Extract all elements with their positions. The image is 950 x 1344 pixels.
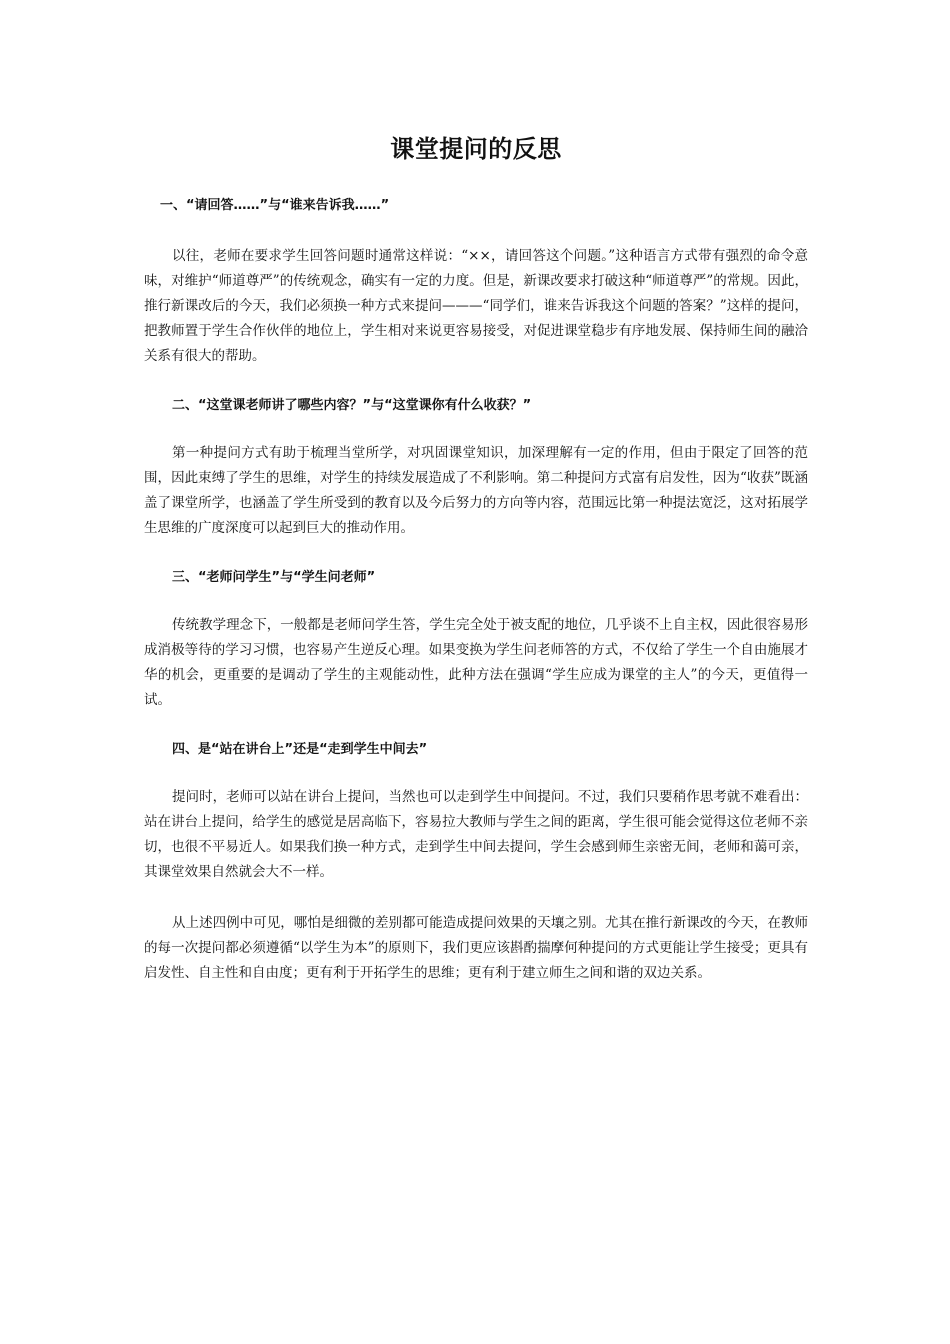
section-heading-4: 四、是“站在讲台上”还是“走到学生中间去” <box>172 742 428 757</box>
section-heading-1: 一、“请回答……”与“谁来告诉我……” <box>160 198 390 213</box>
section-paragraph-1: 以往，老师在要求学生回答问题时通常这样说：“××，请回答这个问题。”这种语言方式带有强烈的命令意味，对维护“师道尊严”的传统观念，确实有一定的力度。但是，新课改要求打破这种“师道尊严”的常规。因此，推行新课改后的今天，我们必须换一种方式来提问———“同学们，谁来告诉我这个问题的答案？”这样的提问，把教师置于学生合作伙伴的地位上，学生相对来说更容易接受，对促进课堂稳步有序地发展、保持师生间的融洽关系有很大的帮助。 <box>144 248 808 364</box>
document-title: 课堂提问的反思 <box>390 135 562 163</box>
section-paragraph-4: 提问时，老师可以站在讲台上提问，当然也可以走到学生中间提问。不过，我们只要稍作思考就不难看出：站在讲台上提问，给学生的感觉是居高临下，容易拉大教师与学生之间的距离，学生很可能会觉得这位老师不亲切，也很不平易近人。如果我们换一种方式，走到学生中间去提问，学生会感到师生亲密无间，老师和蔼可亲，其课堂效果自然就会大不一样。 <box>144 789 808 880</box>
section-heading-2: 二、“这堂课老师讲了哪些内容？”与“这堂课你有什么收获？” <box>172 398 532 413</box>
section-paragraph-3: 传统教学理念下，一般都是老师问学生答，学生完全处于被支配的地位，几乎谈不上自主权，因此很容易形成消极等待的学习习惯，也容易产生逆反心理。如果变换为学生问老师答的方式，不仅给了学生一个自由施展才华的机会，更重要的是调动了学生的主观能动性，此种方法在强调“学生应成为课堂的主人”的今天，更值得一试。 <box>144 617 808 708</box>
section-paragraph-2: 第一种提问方式有助于梳理当堂所学，对巩固课堂知识，加深理解有一定的作用，但由于限定了回答的范围，因此束缚了学生的思维，对学生的持续发展造成了不利影响。第二种提问方式富有启发性，因为“收获”既涵盖了课堂所学，也涵盖了学生所受到的教育以及今后努力的方向等内容，范围远比第一种提法宽泛，这对拓展学生思维的广度深度可以起到巨大的推动作用。 <box>144 445 808 536</box>
document-page <box>144 0 808 986</box>
conclusion-paragraph: 从上述四例中可见，哪怕是细微的差别都可能造成提问效果的天壤之别。尤其在推行新课改的今天，在教师的每一次提问都必须遵循“以学生为本”的原则下，我们更应该斟酌揣摩何种提问的方式更能让学生接受；更具有启发性、自主性和自由度；更有利于开拓学生的思维；更有利于建立师生之间和谐的双边关系。 <box>144 915 808 981</box>
section-heading-3: 三、“老师问学生”与“学生问老师” <box>172 570 376 585</box>
